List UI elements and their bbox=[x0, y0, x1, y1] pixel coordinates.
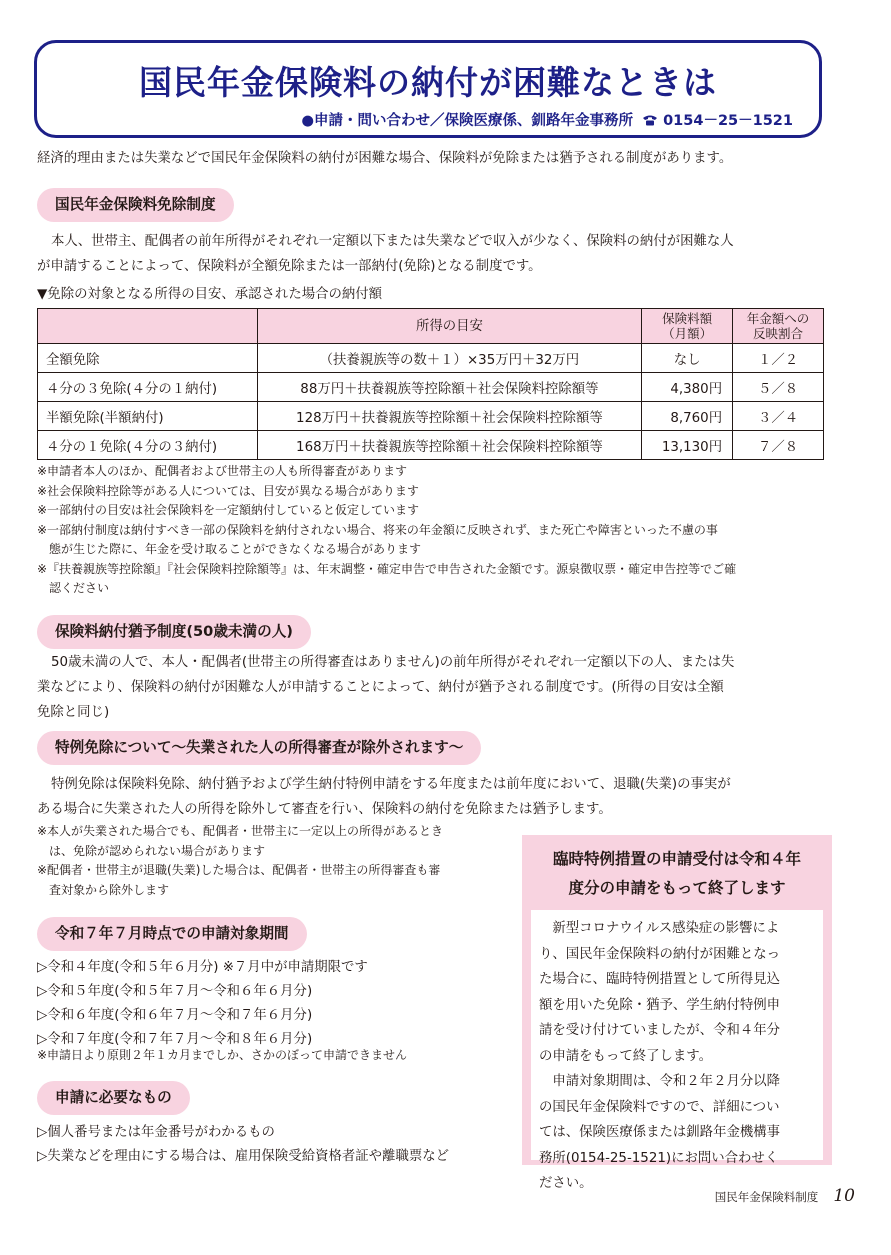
note-line: ※本人が失業された場合でも、配偶者・世帯主に一定以上の所得があるとき bbox=[37, 824, 444, 838]
table-cell-ratio: ５／８ bbox=[733, 373, 824, 402]
note-line: ※申請者本人のほか、配偶者および世帯主の人も所得審査があります bbox=[37, 464, 408, 478]
exemption-line-1: 本人、世帯主、配偶者の前年所得がそれぞれ一定額以下または失業などで収入が少なく、保険料の納付が困難な人 bbox=[51, 234, 734, 249]
table-cell-ratio: １／２ bbox=[733, 344, 824, 373]
body-line: り、国民年金保険料の納付が困難となっ bbox=[539, 946, 781, 962]
period-heading: 令和７年７月時点での申請対象期間 bbox=[37, 917, 307, 951]
note-line: ※『扶養親族等控除額』『社会保険料控除額等』は、年末調整・確定申告で申告された金額です。源泉徴収票・確定申告控等でご確 bbox=[37, 561, 737, 576]
list-item: ▷令和６年度(令和６年７月～令和７年６月分) bbox=[37, 1008, 313, 1023]
body-line: 請を受け付けていましたが、令和４年分 bbox=[539, 1023, 781, 1038]
table-cell-income: 168万円＋扶養親族等控除額＋社会保険料控除額等 bbox=[257, 431, 641, 460]
footer-section: 国民年金保険料制度 bbox=[714, 1190, 819, 1204]
table-header-cell: 保険料額 （月額） bbox=[642, 309, 733, 344]
table-header-row bbox=[38, 309, 824, 344]
note-line: ※一部納付の目安は社会保険料を一定額納付していると仮定しています bbox=[37, 503, 420, 517]
heading-line: 臨時特例措置の申請受付は令和４年 bbox=[552, 850, 801, 868]
deferral-line-2: 業などにより、保険料の納付が困難な人が申請することによって、納付が猶予される制度です。(所得の目安は全額 bbox=[37, 680, 724, 695]
table-caption: ▼免除の対象となる所得の目安、承認された場合の納付額 bbox=[37, 287, 383, 302]
income-table bbox=[37, 308, 824, 460]
special-measure-body bbox=[531, 910, 823, 1191]
special-measure-heading bbox=[522, 845, 832, 903]
exemption-heading: 国民年金保険料免除制度 bbox=[37, 188, 234, 222]
table-header-cell: 年金額への 反映割合 bbox=[733, 309, 824, 344]
body-line: 申請対象期間は、令和２年２月分以降 bbox=[539, 1074, 781, 1089]
exemption-description bbox=[37, 229, 837, 279]
list-item: ▷令和５年度(令和５年７月～令和６年６月分) bbox=[37, 984, 313, 999]
note-line: ※社会保険料控除等がある人については、目安が異なる場合があります bbox=[37, 483, 419, 498]
table-cell-type: ４分の１免除(４分の３納付) bbox=[38, 431, 258, 460]
table-cell-amount: なし bbox=[642, 344, 733, 373]
note-line: ※一部納付制度は納付すべき一部の保険料を納付されない場合、将来の年金額に反映されず、また死亡や障害といった不慮の事 bbox=[37, 522, 718, 537]
table-cell-income: （扶養親族等の数＋１）×35万円＋32万円 bbox=[257, 344, 641, 373]
table-cell-type: ４分の３免除(４分の１納付) bbox=[38, 373, 258, 402]
body-line: 額を用いた免除・猶予、学生納付特例申 bbox=[539, 997, 781, 1013]
footer bbox=[715, 1186, 855, 1206]
deferral-line-3: 免除と同じ) bbox=[37, 705, 110, 720]
special-line-2: ある場合に失業された人の所得を除外して審査を行い、保険料の納付を免除または猶予します。 bbox=[37, 802, 612, 817]
note-line: ※配偶者・世帯主が退職(失業)した場合は、配偶者・世帯主の所得審査も審 bbox=[37, 863, 441, 877]
required-heading: 申請に必要なもの bbox=[37, 1081, 190, 1115]
exemption-line-2: が申請することによって、保険料が全額免除または一部納付(免除)となる制度です。 bbox=[37, 259, 542, 274]
note-line: は、免除が認められない場合があります bbox=[37, 843, 266, 858]
deferral-line-1: 50歳未満の人で、本人・配偶者(世帯主の所得審査はありません)の前年所得がそれぞれ一定額以下の人、または失 bbox=[51, 655, 735, 670]
heading-line: 度分の申請をもって終了します bbox=[568, 879, 786, 897]
table-cell-amount: 4,380円 bbox=[642, 373, 733, 402]
note-line: 査対象から除外します bbox=[37, 882, 170, 897]
table-cell-income: 88万円＋扶養親族等控除額＋社会保険料控除額等 bbox=[257, 373, 641, 402]
body-line: ては、保険医療係または釧路年金機構事 bbox=[539, 1125, 781, 1140]
deferral-description bbox=[37, 650, 837, 725]
table-row bbox=[38, 373, 824, 402]
contact-line bbox=[301, 109, 793, 130]
list-item: ▷失業などを理由にする場合は、雇用保険受給資格者証や離職票など bbox=[37, 1149, 450, 1164]
table-cell-type: 半額免除(半額納付) bbox=[38, 402, 258, 431]
body-line: の国民年金保険料ですので、詳細につい bbox=[539, 1099, 780, 1115]
list-item: ▷令和７年度(令和７年７月～令和８年６月分) bbox=[37, 1032, 313, 1047]
body-line: の申請をもって終了します。 bbox=[539, 1048, 713, 1064]
special-notes bbox=[37, 822, 517, 900]
table-cell-income: 128万円＋扶養親族等控除額＋社会保険料控除額等 bbox=[257, 402, 641, 431]
body-line: ださい。 bbox=[539, 1176, 593, 1191]
intro-text: 経済的理由または失業などで国民年金保険料の納付が困難な場合、保険料が免除または猶予される制度があります。 bbox=[37, 151, 733, 166]
body-line: た場合に、臨時特例措置として所得見込 bbox=[539, 972, 781, 987]
period-note: ※申請日より原則２年１カ月までしか、さかのぼって申請できません bbox=[37, 1048, 408, 1062]
required-list bbox=[37, 1121, 517, 1169]
period-list bbox=[37, 956, 517, 1052]
special-heading: 特例免除について～失業された人の所得審査が除外されます～ bbox=[37, 731, 481, 765]
body-line: 務所(0154-25-1521)にお問い合わせく bbox=[539, 1150, 779, 1166]
list-item: ▷令和４年度(令和５年６月分) ※７月中が申請期限です bbox=[37, 960, 368, 975]
table-row bbox=[38, 431, 824, 460]
page-title: 国民年金保険料の納付が困難なときは bbox=[139, 63, 717, 102]
table-header-cell bbox=[38, 309, 258, 344]
phone-number: 0154－25－1521 bbox=[663, 113, 793, 129]
phone-icon bbox=[642, 114, 658, 130]
table-cell-amount: 8,760円 bbox=[642, 402, 733, 431]
special-line-1: 特例免除は保険料免除、納付猶予および学生納付特例申請をする年度または前年度において、退職(失業)の事実が bbox=[51, 777, 731, 792]
note-line: 認ください bbox=[37, 581, 110, 595]
note-line: 態が生じた際に、年金を受け取ることができなくなる場合があります bbox=[37, 542, 422, 556]
table-cell-amount: 13,130円 bbox=[642, 431, 733, 460]
title-box bbox=[34, 40, 822, 138]
exemption-notes bbox=[37, 462, 847, 599]
deferral-heading: 保険料納付猶予制度(50歳未満の人) bbox=[37, 615, 311, 649]
page-number: 10 bbox=[833, 1186, 855, 1206]
body-line: 新型コロナウイルス感染症の影響によ bbox=[539, 921, 780, 936]
table-row bbox=[38, 402, 824, 431]
contact-bullet: ● bbox=[301, 113, 314, 129]
table-cell-ratio: ３／４ bbox=[733, 402, 824, 431]
table-cell-ratio: ７／８ bbox=[733, 431, 824, 460]
special-description bbox=[37, 772, 837, 822]
special-measure-box bbox=[522, 835, 832, 1191]
list-item: ▷個人番号または年金番号がわかるもの bbox=[37, 1125, 275, 1140]
contact-text: 申請・問い合わせ／保険医療係、釧路年金事務所 bbox=[313, 113, 633, 129]
table-header-cell: 所得の目安 bbox=[257, 309, 641, 344]
table-row bbox=[38, 344, 824, 373]
table-cell-type: 全額免除 bbox=[38, 344, 258, 373]
